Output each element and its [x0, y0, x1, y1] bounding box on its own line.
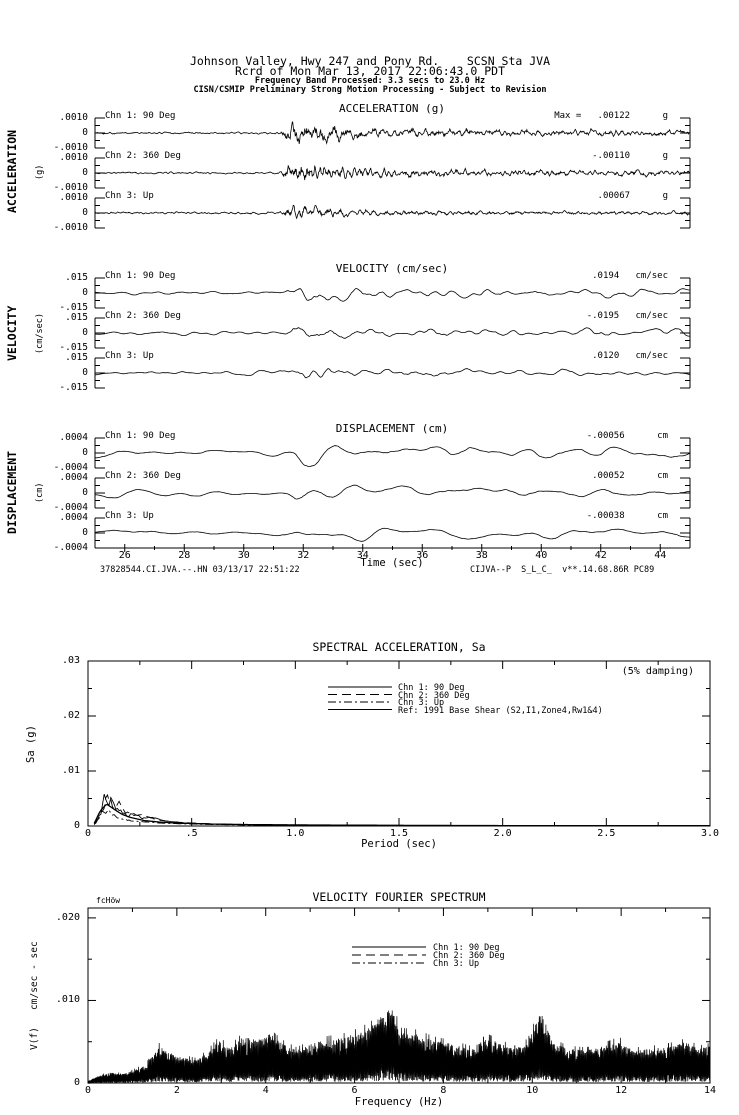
sa-tick-label: .01 — [61, 765, 80, 776]
y-tick-label: .0004 — [59, 472, 88, 483]
fourier-title: VELOCITY FOURIER SPECTRUM — [312, 890, 486, 904]
processing-footer: CIJVA--P S_L_C_ v**.14.68.86R PC89 — [470, 565, 655, 575]
y-tick-label: .0010 — [59, 192, 88, 203]
channel-label: Chn 2: 360 Deg — [105, 311, 181, 321]
y-tick-label: .0004 — [59, 512, 88, 523]
displacement-side-label: DISPLACEMENT — [5, 450, 19, 534]
time-axis-label: Time (sec) — [360, 557, 424, 569]
period-tick-label: 1.5 — [389, 828, 409, 839]
frequency-tick-label: 0 — [84, 1085, 92, 1096]
y-tick-label: 0 — [82, 367, 88, 378]
legend-item-label: Chn 1: 90 Deg — [433, 943, 500, 953]
max-value-label: .0194 cm/sec — [592, 271, 668, 281]
period-tick-label: 2.5 — [597, 828, 616, 839]
header-record-line: Rcrd of Mon Mar 13, 2017 22:06:43.0 PDT — [234, 64, 506, 78]
y-tick-label: -.015 — [59, 342, 88, 353]
time-tick-label: 42 — [594, 550, 607, 561]
y-tick-label: 0 — [82, 487, 88, 498]
frequency-axis-label: Frequency (Hz) — [354, 1096, 444, 1108]
legend-item-label: Chn 3: Up — [433, 959, 480, 969]
period-tick-label: .5 — [185, 828, 198, 839]
frequency-tick-label: 14 — [703, 1085, 717, 1096]
displacement-side-unit: (cm) — [35, 482, 45, 503]
y-tick-label: .015 — [65, 312, 88, 323]
legend-item-label: Ref: 1991 Base Shear (S2,I1,Zone4,Rw1&4) — [398, 705, 603, 716]
channel-label: Chn 2: 360 Deg — [105, 151, 181, 161]
time-tick-label: 40 — [535, 550, 548, 561]
channel-label: Chn 1: 90 Deg — [105, 271, 176, 281]
channel-label: Chn 2: 360 Deg — [105, 471, 181, 481]
legend-item-label: Chn 1: 90 Deg — [398, 683, 465, 693]
y-tick-label: -.0004 — [53, 502, 88, 513]
y-tick-label: .0010 — [59, 152, 88, 163]
time-tick-label: 44 — [654, 550, 667, 561]
displacement-title: DISPLACEMENT (cm) — [335, 422, 449, 435]
time-tick-label: 28 — [178, 550, 191, 561]
period-tick-label: 0 — [84, 828, 92, 839]
channel-label: Chn 1: 90 Deg — [105, 431, 176, 441]
y-tick-label: -.0010 — [53, 142, 88, 153]
y-tick-label: .0004 — [59, 432, 88, 443]
time-tick-label: 32 — [297, 550, 310, 561]
period-axis-label: Period (sec) — [361, 838, 437, 850]
y-tick-label: -.015 — [59, 382, 88, 393]
acceleration-title: ACCELERATION (g) — [339, 102, 445, 115]
y-tick-label: .015 — [65, 352, 88, 363]
channel-label: Chn 3: Up — [105, 351, 154, 361]
velocity-title: VELOCITY (cm/sec) — [335, 262, 449, 275]
velocity-side-unit: (cm/sec) — [35, 313, 45, 354]
y-tick-label: 0 — [82, 207, 88, 218]
frequency-tick-label: 6 — [351, 1085, 358, 1096]
max-value-label: .00067 g — [597, 191, 668, 201]
y-tick-label: 0 — [82, 167, 88, 178]
y-tick-label: -.0004 — [53, 542, 88, 553]
acceleration-side-unit: (g) — [35, 164, 45, 180]
spectral-title: SPECTRAL ACCELERATION, Sa — [312, 640, 486, 654]
max-value-label: -.0195 cm/sec — [586, 311, 668, 321]
acceleration-side-label: ACCELERATION — [5, 129, 19, 213]
sa-tick-label: .03 — [61, 655, 80, 666]
frequency-tick-label: 4 — [262, 1085, 269, 1096]
max-value-label: .0120 cm/sec — [592, 351, 668, 361]
velocity-side-label: VELOCITY — [5, 305, 19, 361]
time-tick-label: 36 — [416, 550, 429, 561]
vf-tick-label: 0 — [73, 1077, 80, 1088]
header-band-line: Frequency Band Processed: 3.3 secs to 23.0 Hz — [254, 76, 486, 86]
frequency-tick-label: 12 — [615, 1085, 628, 1096]
max-value-label: -.00056 cm — [586, 431, 668, 441]
max-value-label: .00052 cm — [592, 471, 668, 481]
y-tick-label: -.0010 — [53, 182, 88, 193]
y-tick-label: 0 — [82, 447, 88, 458]
y-tick-label: .015 — [65, 272, 88, 283]
frequency-tick-label: 2 — [173, 1085, 180, 1096]
header-disclaimer-line: CISN/CSMIP Preliminary Strong Motion Processing - Subject to Revision — [193, 85, 547, 95]
y-tick-label: 0 — [82, 527, 88, 538]
y-tick-label: .0010 — [59, 112, 88, 123]
legend-item-label: Chn 3: Up — [398, 698, 445, 708]
y-tick-label: 0 — [82, 287, 88, 298]
time-tick-label: 34 — [356, 550, 369, 561]
y-tick-label: -.0004 — [53, 462, 88, 473]
y-tick-label: -.015 — [59, 302, 88, 313]
header-station-line: Johnson Valley, Hwy 247 and Pony Rd. SCSN Sta JVA — [189, 54, 551, 68]
period-tick-label: 2.0 — [493, 828, 512, 839]
vf-tick-label: .010 — [55, 994, 80, 1006]
damping-note: (5% damping) — [621, 666, 694, 677]
sa-tick-label: 0 — [73, 820, 80, 831]
legend-item-label: Chn 2: 360 Deg — [398, 690, 470, 701]
sa-tick-label: .02 — [61, 710, 80, 721]
time-tick-label: 30 — [237, 550, 250, 561]
channel-label: Chn 1: 90 Deg — [105, 111, 176, 121]
time-tick-label: 38 — [475, 550, 488, 561]
frequency-tick-label: 10 — [526, 1085, 539, 1096]
y-tick-label: -.0010 — [53, 222, 88, 233]
channel-label: Chn 3: Up — [105, 511, 154, 521]
legend-item-label: Chn 2: 360 Deg — [433, 951, 505, 961]
period-tick-label: 3.0 — [700, 828, 720, 839]
frequency-tick-label: 8 — [440, 1085, 447, 1096]
time-tick-label: 26 — [118, 550, 131, 561]
max-value-label: -.00110 g — [592, 151, 668, 161]
max-value-label: Max = .00122 g — [554, 111, 668, 121]
y-tick-label: 0 — [82, 327, 88, 338]
channel-label: Chn 3: Up — [105, 191, 154, 201]
vf-tick-label: .020 — [55, 911, 80, 923]
max-value-label: -.00038 cm — [586, 511, 668, 521]
spectral-y-axis-label: Sa (g) — [25, 725, 37, 763]
period-tick-label: 1.0 — [286, 828, 305, 839]
record-id-footer: 37828544.CI.JVA.--.HN 03/13/17 22:51:22 — [100, 565, 300, 575]
fourier-y-axis-label: V(f) cm/sec - sec — [29, 941, 40, 1050]
y-tick-label: 0 — [82, 127, 88, 138]
fourier-corner-note: fcHöw — [96, 896, 121, 905]
